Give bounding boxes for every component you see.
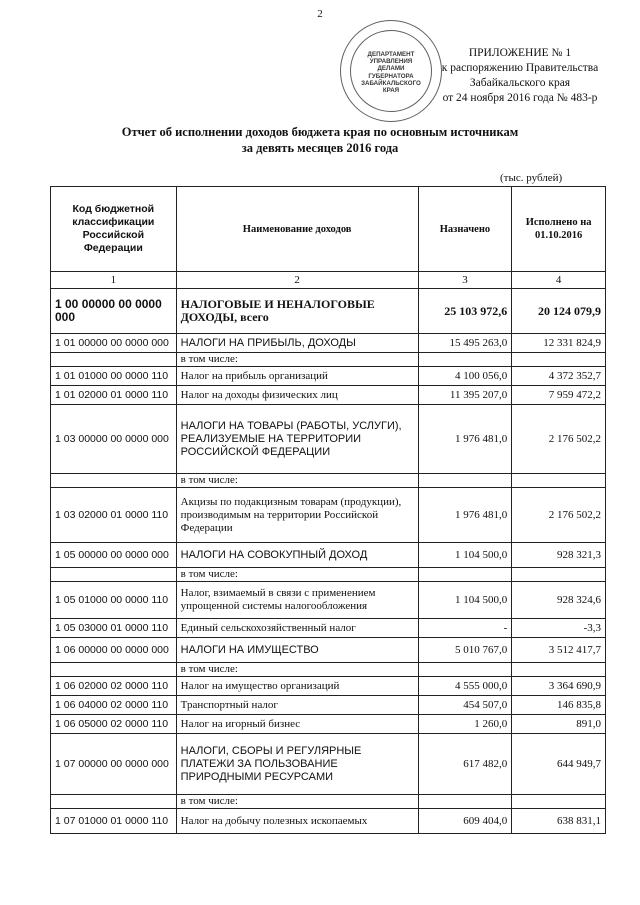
table-row [51, 795, 606, 809]
seal-text-line: УПРАВЛЕНИЯ [369, 58, 413, 66]
cell-code [51, 474, 177, 488]
seal-text-line: ГУБЕРНАТОРА [368, 72, 414, 80]
cell-code: 1 06 05000 02 0000 110 [51, 715, 177, 734]
cell-name: Налог на имущество организаций [176, 677, 418, 696]
cell-exec [512, 474, 606, 488]
cell-plan: 11 395 207,0 [418, 386, 512, 405]
table-row [51, 289, 606, 334]
table-row [51, 638, 606, 663]
cell-plan: 1 976 481,0 [418, 405, 512, 474]
cell-name: НАЛОГИ НА ИМУЩЕСТВО [176, 638, 418, 663]
cell-code: 1 06 00000 00 0000 000 [51, 638, 177, 663]
col-number: 3 [418, 272, 512, 289]
cell-code [51, 568, 177, 582]
cell-exec: 7 959 472,2 [512, 386, 606, 405]
cell-plan [418, 663, 512, 677]
cell-exec: 4 372 352,7 [512, 367, 606, 386]
cell-exec: 891,0 [512, 715, 606, 734]
cell-code: 1 01 02000 01 0000 110 [51, 386, 177, 405]
cell-code: 1 01 00000 00 0000 000 [51, 334, 177, 353]
col-number: 1 [51, 272, 177, 289]
cell-name: Транспортный налог [176, 696, 418, 715]
cell-code [51, 353, 177, 367]
header-code: Код бюджетной классификации Российской Федерации [51, 187, 177, 272]
cell-code: 1 06 04000 02 0000 110 [51, 696, 177, 715]
table-row [51, 677, 606, 696]
cell-plan [418, 568, 512, 582]
cell-plan: 454 507,0 [418, 696, 512, 715]
table-row [51, 405, 606, 474]
cell-exec: 928 324,6 [512, 582, 606, 619]
cell-name: в том числе: [176, 353, 418, 367]
document-title [0, 124, 640, 156]
table-row [51, 568, 606, 582]
cell-exec: 146 835,8 [512, 696, 606, 715]
cell-code: 1 07 00000 00 0000 000 [51, 734, 177, 795]
table-row [51, 367, 606, 386]
cell-plan: 617 482,0 [418, 734, 512, 795]
seal-text-line: ЗАБАЙКАЛЬСКОГО [361, 79, 421, 87]
cell-plan: 609 404,0 [418, 809, 512, 834]
table-row [51, 809, 606, 834]
cell-exec [512, 353, 606, 367]
cell-name: НАЛОГИ НА ПРИБЫЛЬ, ДОХОДЫ [176, 334, 418, 353]
cell-code [51, 663, 177, 677]
table-row [51, 488, 606, 543]
page-number: 2 [317, 8, 323, 20]
cell-plan: 25 103 972,6 [418, 289, 512, 334]
seal-text-line: КРАЯ [382, 87, 400, 95]
cell-exec: 12 331 824,9 [512, 334, 606, 353]
cell-plan: 1 104 500,0 [418, 582, 512, 619]
appendix-title: ПРИЛОЖЕНИЕ № 1 [468, 47, 572, 59]
cell-name: Налог на игорный бизнес [176, 715, 418, 734]
appendix-region: Забайкальского края [469, 77, 571, 89]
seal-text-line: ДЕЛАМИ [377, 65, 405, 73]
cell-exec: -3,3 [512, 619, 606, 638]
cell-exec [512, 663, 606, 677]
cell-plan [418, 353, 512, 367]
cell-exec: 2 176 502,2 [512, 405, 606, 474]
cell-name: в том числе: [176, 663, 418, 677]
cell-exec: 928 321,3 [512, 543, 606, 568]
cell-exec [512, 795, 606, 809]
cell-plan: - [418, 619, 512, 638]
cell-plan: 15 495 263,0 [418, 334, 512, 353]
title-line-2: за девять месяцев 2016 года [241, 141, 399, 155]
table-row [51, 543, 606, 568]
cell-name: Налог на прибыль организаций [176, 367, 418, 386]
cell-code: 1 03 00000 00 0000 000 [51, 405, 177, 474]
cell-code: 1 01 01000 00 0000 110 [51, 367, 177, 386]
cell-code: 1 05 03000 01 0000 110 [51, 619, 177, 638]
col-number: 2 [176, 272, 418, 289]
cell-code: 1 03 02000 01 0000 110 [51, 488, 177, 543]
cell-name: в том числе: [176, 568, 418, 582]
appendix-ref: к распоряжению Правительства [441, 62, 599, 74]
cell-name: НАЛОГИ, СБОРЫ И РЕГУЛЯРНЫЕ ПЛАТЕЖИ ЗА ПОЛЬЗОВАНИЕ ПРИРОДНЫМИ РЕСУРСАМИ [176, 734, 418, 795]
table-row [51, 386, 606, 405]
cell-exec: 3 512 417,7 [512, 638, 606, 663]
table-row [51, 474, 606, 488]
cell-code: 1 05 00000 00 0000 000 [51, 543, 177, 568]
cell-exec: 638 831,1 [512, 809, 606, 834]
cell-name: НАЛОГОВЫЕ И НЕНАЛОГОВЫЕ ДОХОДЫ, всего [176, 289, 418, 334]
cell-code [51, 795, 177, 809]
cell-plan: 4 100 056,0 [418, 367, 512, 386]
cell-exec: 644 949,7 [512, 734, 606, 795]
cell-name: НАЛОГИ НА ТОВАРЫ (РАБОТЫ, УСЛУГИ), РЕАЛИЗУЕМЫЕ НА ТЕРРИТОРИИ РОССИЙСКОЙ ФЕДЕРАЦИИ [176, 405, 418, 474]
appendix-date: от 24 ноября 2016 года № 483-р [442, 92, 598, 104]
table-row [51, 582, 606, 619]
cell-exec: 3 364 690,9 [512, 677, 606, 696]
cell-name: в том числе: [176, 474, 418, 488]
cell-code: 1 05 01000 00 0000 110 [51, 582, 177, 619]
cell-exec: 2 176 502,2 [512, 488, 606, 543]
cell-name: Налог на доходы физических лиц [176, 386, 418, 405]
cell-name: Налог, взимаемый в связи с применением упрощенной системы налогообложения [176, 582, 418, 619]
cell-plan [418, 795, 512, 809]
cell-code: 1 06 02000 02 0000 110 [51, 677, 177, 696]
header-row [51, 187, 606, 272]
cell-plan: 1 104 500,0 [418, 543, 512, 568]
column-number-row [51, 272, 606, 289]
cell-name: Единый сельскохозяйственный налог [176, 619, 418, 638]
table-row [51, 734, 606, 795]
title-line-1: Отчет об исполнении доходов бюджета края по основным источникам [121, 125, 519, 139]
table-row [51, 353, 606, 367]
cell-exec [512, 568, 606, 582]
cell-plan: 1 976 481,0 [418, 488, 512, 543]
table-row [51, 663, 606, 677]
header-plan: Назначено [418, 187, 512, 272]
header-name: Наименование доходов [176, 187, 418, 272]
cell-name: Налог на добычу полезных ископаемых [176, 809, 418, 834]
cell-name: в том числе: [176, 795, 418, 809]
table-row [51, 715, 606, 734]
cell-exec: 20 124 079,9 [512, 289, 606, 334]
table-row [51, 696, 606, 715]
cell-name: НАЛОГИ НА СОВОКУПНЫЙ ДОХОД [176, 543, 418, 568]
cell-plan: 1 260,0 [418, 715, 512, 734]
cell-plan: 4 555 000,0 [418, 677, 512, 696]
cell-name: Акцизы по подакцизным товарам (продукции), производимым на территории Российской Федерации [176, 488, 418, 543]
cell-plan [418, 474, 512, 488]
table-row [51, 334, 606, 353]
revenue-table [50, 186, 606, 834]
col-number: 4 [512, 272, 606, 289]
cell-code: 1 00 00000 00 0000 000 [51, 289, 177, 334]
seal-text-line: ДЕПАРТАМЕНТ [367, 51, 415, 58]
cell-plan: 5 010 767,0 [418, 638, 512, 663]
appendix-block [420, 46, 620, 106]
cell-code: 1 07 01000 01 0000 110 [51, 809, 177, 834]
table-row [51, 619, 606, 638]
header-exec: Исполнено на 01.10.2016 [512, 187, 606, 272]
units-note: (тыс. рублей) [500, 172, 563, 184]
